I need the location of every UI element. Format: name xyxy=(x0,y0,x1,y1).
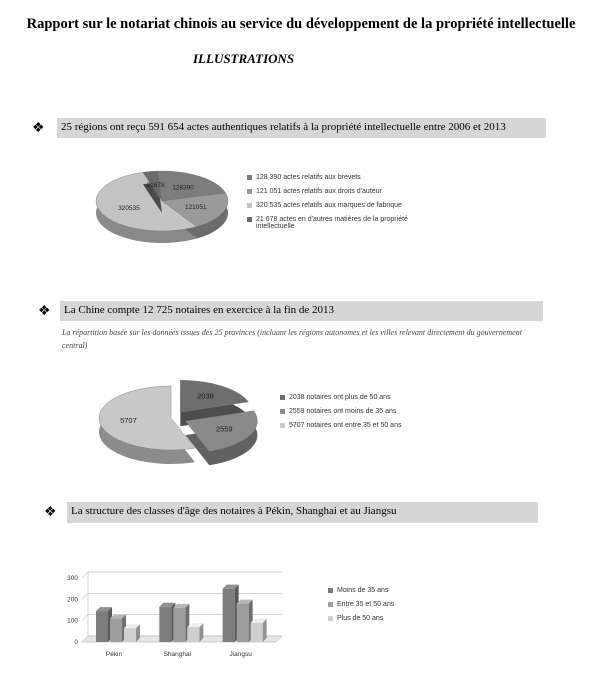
pie-chart-notaries xyxy=(88,378,263,473)
section-heading-3: La structure des classes d'âge des notaires à Pékin, Shanghai et au Jiangsu xyxy=(67,502,538,523)
bar xyxy=(110,615,126,642)
legend-swatch xyxy=(247,217,252,222)
bar xyxy=(173,604,189,642)
legend-item xyxy=(247,188,417,195)
legend-label: 21 678 actes en d'autres matières de la propriété intellectuelle xyxy=(256,216,408,230)
legend-label: Entre 35 et 50 ans xyxy=(337,601,395,608)
bar xyxy=(237,600,253,642)
y-tick-label: 300 xyxy=(67,575,78,582)
legend-item xyxy=(247,174,417,181)
legend-swatch xyxy=(328,616,333,621)
legend-age-classes xyxy=(328,587,438,629)
section-heading-2: La Chine compte 12 725 notaires en exercice à la fin de 2013 xyxy=(60,301,543,321)
legend-swatch xyxy=(280,395,285,400)
legend-label: 5707 notaires ont entre 35 et 50 ans xyxy=(289,422,402,429)
bar xyxy=(124,624,140,642)
legend-ip-acts xyxy=(247,174,417,237)
section-note: La répartition basée sur les données issues des 25 provinces (incluant les régions autonomes et les villes relevant directement du gouvernement central) xyxy=(62,328,522,350)
legend-notaries xyxy=(280,394,405,436)
legend-label: Plus de 50 ans xyxy=(337,615,384,622)
diamond-bullet-icon: ❖ xyxy=(32,121,45,136)
legend-label: 121 051 actes relatifs aux droits d'auteur xyxy=(256,188,382,195)
pie-data-label: 2038 xyxy=(197,391,214,401)
y-tick-label: 200 xyxy=(67,596,78,604)
legend-swatch xyxy=(328,588,333,593)
bar xyxy=(159,603,175,642)
legend-swatch xyxy=(328,602,333,607)
bar xyxy=(223,585,239,642)
pie-data-label: 121051 xyxy=(184,204,207,212)
bar xyxy=(187,623,203,642)
pie-data-label: 320535 xyxy=(118,204,140,212)
legend-swatch xyxy=(247,203,252,208)
legend-item xyxy=(328,615,438,622)
legend-swatch xyxy=(280,423,285,428)
legend-swatch xyxy=(280,409,285,414)
diamond-bullet-icon: ❖ xyxy=(38,304,51,319)
legend-swatch xyxy=(247,175,252,180)
legend-item xyxy=(247,216,417,230)
pie-chart-ip-acts xyxy=(90,165,235,250)
legend-label: 2559 notaires ont moins de 35 ans xyxy=(289,408,397,415)
pie-data-label: 2559 xyxy=(215,424,233,434)
bar xyxy=(96,607,112,642)
x-tick-label: Jiangsu xyxy=(229,651,252,658)
legend-label: 128 390 actes relatifs aux brevets xyxy=(256,174,361,181)
section-heading-1: 25 régions ont reçu 591 654 actes authentiques relatifs à la propriété intellectuelle entre 2006 et 2013 xyxy=(57,118,546,138)
diamond-bullet-icon: ❖ xyxy=(44,505,57,520)
pie-data-label: 128390 xyxy=(172,184,194,192)
pie-data-label: 5707 xyxy=(120,416,137,426)
page-title: Rapport sur le notariat chinois au service du développement de la propriété intellectuelle xyxy=(26,16,576,32)
x-tick-label: Pékin xyxy=(105,651,123,658)
y-tick-label: 100 xyxy=(67,617,78,625)
bar-chart-age-classes xyxy=(60,565,295,665)
x-tick-label: Shanghai xyxy=(163,651,192,658)
legend-item xyxy=(280,422,405,429)
bar xyxy=(251,619,267,642)
legend-item xyxy=(280,408,405,415)
legend-item xyxy=(328,587,438,594)
legend-item xyxy=(280,394,405,401)
legend-item xyxy=(247,202,417,209)
legend-swatch xyxy=(247,189,252,194)
legend-label: Moins de 35 ans xyxy=(337,587,389,594)
y-tick-label: 0 xyxy=(74,639,78,646)
pie-data-label: 21678 xyxy=(146,181,165,189)
legend-label: 320 535 actes relatifs aux marques de fabrique xyxy=(256,202,402,209)
legend-item xyxy=(328,601,438,608)
legend-label: 2038 notaires ont plus de 50 ans xyxy=(289,394,391,401)
page-subtitle: ILLUSTRATIONS xyxy=(193,51,295,66)
